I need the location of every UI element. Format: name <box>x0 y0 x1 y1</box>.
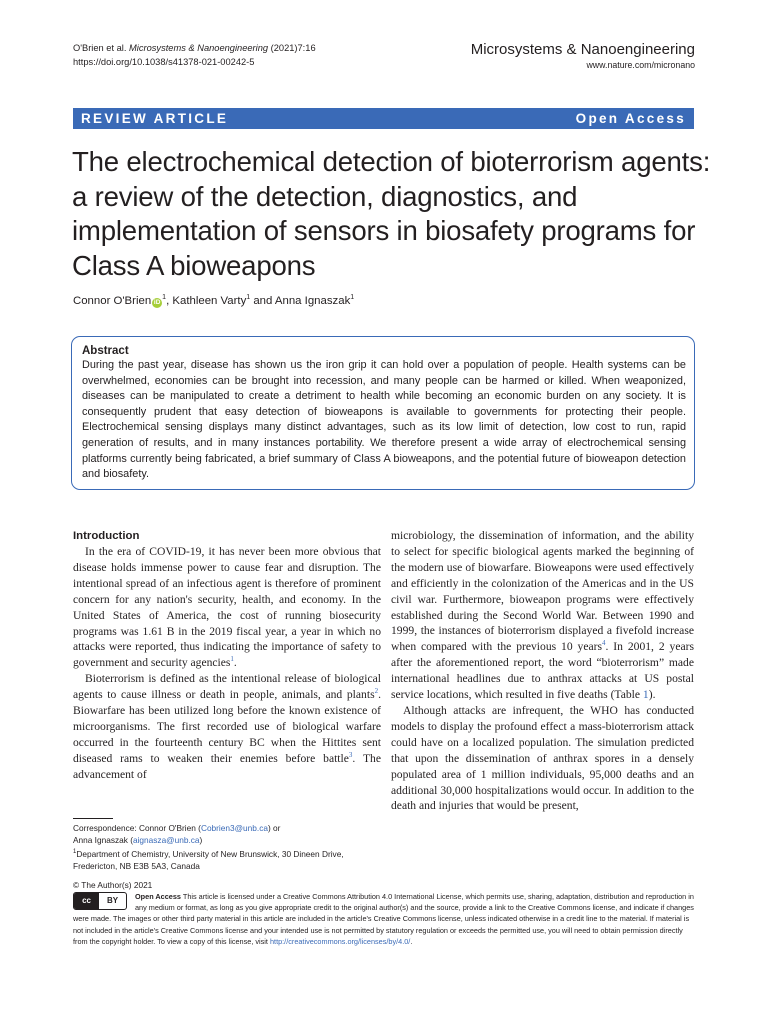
by-icon: BY <box>99 895 126 906</box>
citation-ref[interactable]: 1 <box>230 655 234 664</box>
journal-url[interactable]: www.nature.com/micronano <box>586 60 695 70</box>
email-link[interactable]: Cobrien3@unb.ca <box>200 823 268 833</box>
section-heading-introduction: Introduction <box>73 530 140 542</box>
citation-journal: Microsystems & Nanoengineering <box>129 43 269 53</box>
license-block: cc BY Open Access This article is licensed under a Creative Commons Attribution 4.0 International License, which permits use, sharing, adaptation, distribution and reproduction in any medium or format, as long as you give appropriate credit to the original author(s) and the source, provide a link to the Creative Commons license, and indicate if changes were made. The images or other third party material in this article are included in the article's Creative Commons license, unless indicated otherwise in a credit line to the material. If material is not included in the article's Creative Commons license and your intended use is not permitted by statutory regulation or exceeds the permitted use, you will need to obtain permission directly from the copyright holder. To view a copy of this license, visit http://creativecommons.org/licenses/by/4.0/. <box>73 892 694 946</box>
affiliation-ref: 1 <box>162 294 167 301</box>
author-name[interactable]: Anna Ignaszak <box>274 294 351 307</box>
open-access-heading: Open Access <box>135 892 181 901</box>
license-link[interactable]: http://creativecommons.org/licenses/by/4.0/ <box>269 936 411 946</box>
abstract-text: During the past year, disease has shown us the iron grip it can hold over a population of people. Health systems can be overwhelmed, economies can be brought into recession, and many people can be harmed or killed. When weaponized, diseases can be manipulated to create a detriment to health while becoming an economic burden on any society. It is consequently prudent that easy detection of bioweapons is available to governments for protecting their people. Electrochemical sensing displays many distinct advantages, such as its low limit of detection, low cost to run, rapid generation of results, and in many instances portability. We therefore present a wide array of electrochemical sensing platforms currently being fabricated, a brief summary of Class A bioweapons, and the potential future of bioweapon detection and biosafety. <box>82 359 686 481</box>
orcid-icon[interactable]: iD <box>153 298 161 306</box>
open-access-label: Open Access <box>575 111 686 126</box>
affiliation-ref: 1 <box>350 294 355 301</box>
affiliation-text: Department of Chemistry, University of New Brunswick, 30 Dineen Drive, Fredericton, NB E3B 5A3, Canada <box>73 848 344 871</box>
abstract-heading: Abstract <box>82 345 129 357</box>
journal-name: Microsystems & Nanoengineering <box>470 41 695 58</box>
footnote-divider <box>73 818 113 819</box>
body-column-right <box>391 528 694 814</box>
copyright-notice: © The Author(s) 2021 <box>73 880 153 890</box>
author-separator: and <box>250 294 275 307</box>
body-paragraph: Bioterrorism is defined as the intentional release of biological agents to cause illness or death in people, animals, and plants$^2$. Biowarfare has been utilized long before the known existence of microorganisms. The first recorded use of biological warfare occurred in the fourteenth century BC when the Hittites sent diseased rams to weaken their enemies before battle$^3$. The advancement of <box>73 672 381 781</box>
article-type: REVIEW ARTICLE <box>81 111 229 126</box>
citation-issue: (2021)7:16 <box>270 43 316 53</box>
affiliation-ref: 1 <box>246 294 251 301</box>
license-text: This article is licensed under a Creative Commons Attribution 4.0 International License, which permits use, sharing, adaptation, distribution and reproduction in any medium or format, as long as you give appropriate credit to the original author(s) and the source, provide a link to the Creative Commons license, and indicate if changes were made. The images or other third party material in this article are included in the article's Creative Commons license, unless indicated otherwise in a credit line to the material. If material is not included in the article's Creative Commons license and your intended use is not permitted by statutory regulation or exceeds the permitted use, you will need to obtain permission directly from the copyright holder. To view a copy of this license, visit <box>73 892 694 946</box>
author-name[interactable]: Connor O'Brien <box>73 294 152 307</box>
correspondence-footnote: Correspondence: Connor O'Brien (Cobrien3@unb.ca) or Anna Ignaszak (aignasza@unb.ca) $^1$Department of Chemistry, University of New Brunswick, 30 Dineen Drive, Fredericton, NB E3B 5A3, Canada <box>73 823 344 871</box>
author-name[interactable]: Kathleen Varty <box>172 294 247 307</box>
abstract-box <box>71 336 695 490</box>
body-column-left <box>73 528 381 783</box>
journal-header <box>471 40 695 71</box>
citation-ref[interactable]: 3 <box>348 750 353 759</box>
table-ref-link[interactable]: 1 <box>642 688 649 702</box>
citation-ref[interactable]: 4 <box>602 639 606 648</box>
author-separator: , <box>166 294 173 307</box>
citation-ref[interactable]: 2 <box>374 687 379 696</box>
citation-line <box>73 42 316 56</box>
doi-link[interactable]: https://doi.org/10.1038/s41378-021-00242-5 <box>73 56 255 67</box>
article-type-banner <box>73 108 694 129</box>
body-paragraph: In the era of COVID-19, it has never been more obvious that disease holds immense power to cause fear and disruption. The intentional spread of an infectious agent is therefore of prominent concern for any nation's security, health, and economy. In the United States of America, the cost of running biosecurity programs was 1.61 B in the 2019 fiscal year, a year in which no attacks were reported, thus indicating the importance of safety to government and security agencies$^1$. <box>73 545 381 670</box>
citation-authors: O'Brien et al. <box>73 43 127 53</box>
cc-by-icon[interactable] <box>73 892 127 910</box>
email-link[interactable]: aignasza@unb.ca <box>132 835 200 845</box>
citation-header <box>73 42 316 69</box>
body-paragraph: Although attacks are infrequent, the WHO has conducted models to display the profound effect a mass-bioterrorism attack could have on a localized population. The simulation predicted that upon the dissemination of anthrax spores in a densely populated area of 1 million individuals, 95,000 deaths and an additional 30,000 hospitalizations would occur. In addition to the death and injuries that would be present, <box>391 703 694 813</box>
author-list <box>73 290 354 309</box>
body-paragraph: microbiology, the dissemination of information, and the ability to select for specific biological agents marked the beginning of the modern use of biowarfare. Bioweapons were used effectively and efficiently in the colonization of the Americas and in the US civil war. Furthermore, bioweapon programs were effectively established during the Second World War. Between 1990 and 1999, the instances of bioterrorism displayed a fivefold increase when compared with the previous 10 years$^4$. In 2001, 2 years after the aforementioned report, the word “bioterrorism” made international headlines due to anthrax attacks at US postal service locations, which resulted in five deaths (Table 1). <box>391 529 695 702</box>
article-title: The electrochemical detection of bioterrorism agents: a review of the detection, diagnostics, and implementation of sensors in biosafety programs for Class A bioweapons <box>72 146 711 281</box>
cc-icon: cc <box>74 893 99 909</box>
